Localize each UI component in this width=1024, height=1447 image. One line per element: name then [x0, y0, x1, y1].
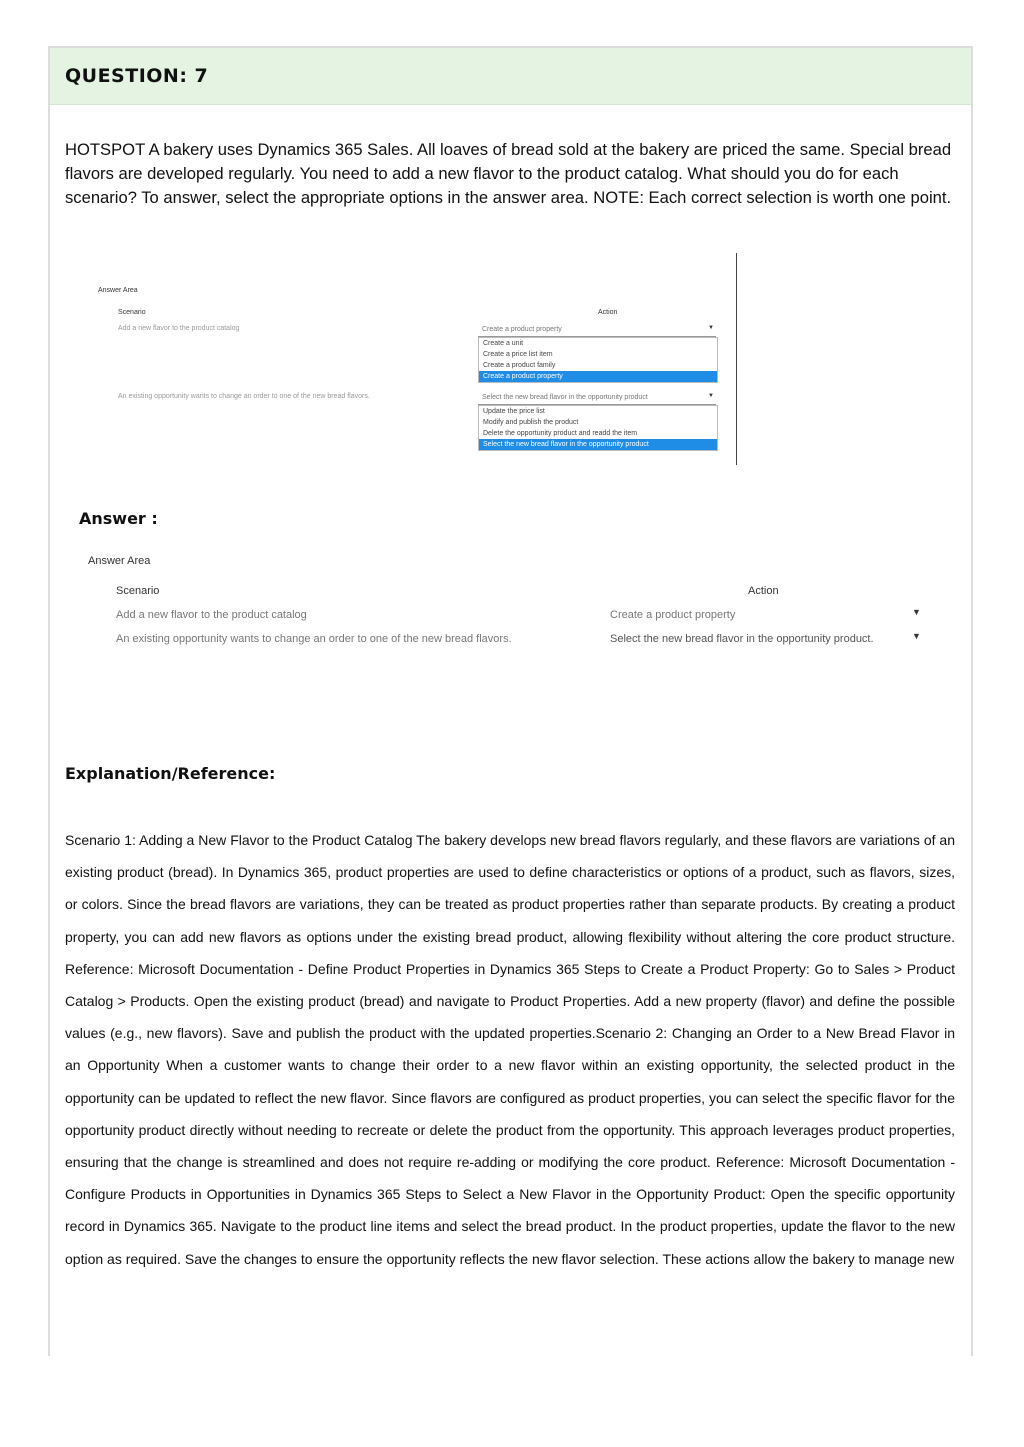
- hotspot-dropdown-1-list: [478, 337, 718, 383]
- answer-area: [88, 553, 938, 663]
- dropdown-option[interactable]: Update the price list: [483, 408, 545, 415]
- hotspot-dropdown-1[interactable]: [478, 326, 716, 337]
- answer-area-label: Answer Area: [88, 555, 151, 567]
- dropdown-option[interactable]: Create a unit: [483, 340, 524, 347]
- question-frame: [48, 46, 973, 1356]
- dropdown-option-selected[interactable]: Select the new bread flavor in the opportunity product: [479, 439, 717, 450]
- answer-scenario-2: An existing opportunity wants to change an order to one of the new bread flavors.: [116, 633, 512, 645]
- answer-action-1[interactable]: Create a product property: [610, 609, 736, 621]
- question-header: [50, 48, 971, 105]
- answer-scenario-header: Scenario: [116, 585, 160, 597]
- answer-scenario-1: Add a new flavor to the product catalog: [116, 609, 307, 621]
- hotspot-action-header: Action: [598, 309, 618, 316]
- dropdown-option[interactable]: Modify and publish the product: [483, 419, 579, 426]
- explanation-text: Scenario 1: Adding a New Flavor to the Product Catalog The bakery develops new bread flavors regularly, and these flavors are variations of an existing product (bread). In Dynamics 365, product properties are used to define characteristics or options of a product, such as flavors, sizes, or colors. Since the bread flavors are variations, they can be treated as product properties rather than separate products. By creating a product property, you can add new flavors as options under the existing bread product, allowing flexibility without altering the core product structure. Reference: Microsoft Documentation - Define Product Properties in Dynamics 365 Steps to Create a Product Property: Go to Sales > Product Catalog > Products. Open the existing product (bread) and navigate to Product Properties. Add a new property (flavor) and define the possible values (e.g., new flavors). Save and publish the product with the updated properties.Scenario 2: Changing an Order to a New Bread Flavor in an Opportunity When a customer wants to change their order to a new flavor within an existing opportunity, the selected product in the opportunity can be updated to reflect the new flavor. Since flavors are configured as product properties, you can select the specific flavor for the opportunity product directly without needing to recreate or delete the product from the opportunity. This approach leverages product properties, ensuring that the change is streamlined and does not require re-adding or modifying the core product. Reference: Microsoft Documentation - Configure Products in Opportunities in Dynamics 365 Steps to Select a New Flavor in the Opportunity Product: Open the specific opportunity record in Dynamics 365. Navigate to the product line items and select the bread product. In the product properties, update the flavor to the new option as required. Save the changes to ensure the opportunity reflects the new flavor selection. These actions allow the bakery to manage new: [65, 832, 955, 1267]
- hotspot-dropdown-1-value: Create a product property: [482, 326, 562, 333]
- hotspot-dropdown-2-value: Select the new bread flavor in the opportunity product: [482, 394, 648, 401]
- chevron-down-icon[interactable]: ▼: [912, 607, 921, 617]
- explanation-title: Explanation/Reference:: [65, 764, 276, 783]
- chevron-down-icon: ▼: [708, 325, 714, 331]
- chevron-down-icon: ▼: [708, 393, 714, 399]
- dropdown-option[interactable]: Delete the opportunity product and readd the item: [483, 430, 638, 437]
- hotspot-dropdown-2-list: [478, 405, 718, 451]
- answer-label: Answer :: [79, 509, 158, 528]
- hotspot-dropdown-2[interactable]: [478, 394, 716, 405]
- dropdown-option[interactable]: Create a price list item: [483, 351, 553, 358]
- hotspot-scenario-1: Add a new flavor to the product catalog: [118, 325, 240, 332]
- hotspot-area-label: Answer Area: [98, 287, 138, 294]
- dropdown-option-selected[interactable]: Create a product property: [479, 371, 717, 382]
- chevron-down-icon[interactable]: ▼: [912, 631, 921, 641]
- answer-action-2[interactable]: Select the new bread flavor in the opportunity product.: [610, 633, 874, 645]
- hotspot-scenario-2: An existing opportunity wants to change an order to one of the new bread flavors.: [118, 393, 370, 400]
- question-title: QUESTION: 7: [65, 65, 209, 87]
- question-text: HOTSPOT A bakery uses Dynamics 365 Sales. All loaves of bread sold at the bakery are priced the same. Special bread flavors are developed regularly. You need to add a new flavor to the product catalog. What should you do for each scenario? To answer, select the appropriate options in the answer area. NOTE: Each correct selection is worth one point.: [65, 140, 952, 207]
- answer-action-header: Action: [748, 585, 779, 597]
- hotspot-scenario-header: Scenario: [118, 309, 146, 316]
- dropdown-option[interactable]: Create a product family: [483, 362, 556, 369]
- hotspot-image: [66, 253, 737, 465]
